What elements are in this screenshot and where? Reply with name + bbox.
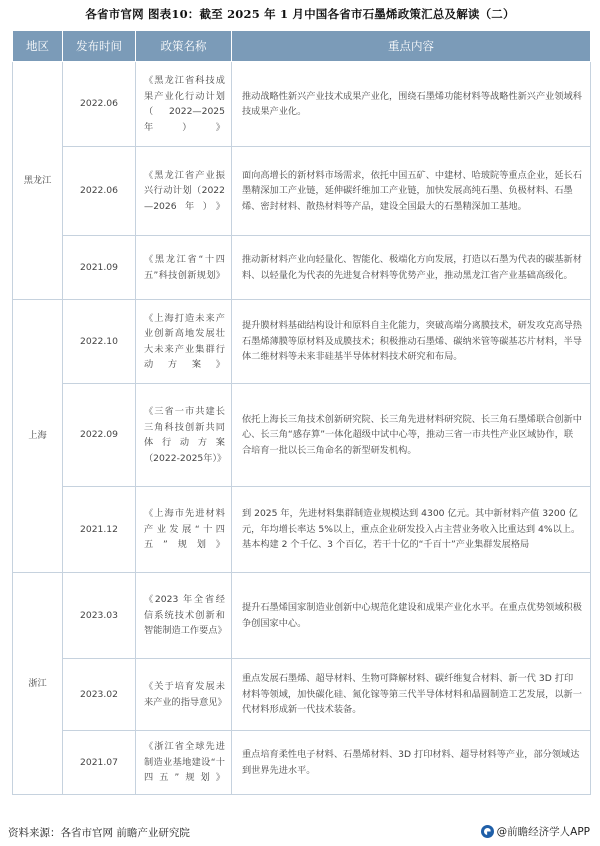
table-row: [13, 573, 591, 659]
policy-name-cell: 《上海打造未来产业创新高地发展壮大未来产业集群行动方案》: [136, 300, 232, 384]
header-region: 地区: [13, 31, 63, 62]
date-cell: 2023.03: [63, 573, 136, 659]
table-row: [13, 62, 591, 147]
brand-label: @前瞻经济学人APP: [496, 826, 590, 838]
date-cell: 2022.06: [63, 147, 136, 236]
table-row: [13, 147, 591, 236]
date-cell: 2021.09: [63, 236, 136, 300]
policy-name-cell: 《浙江省全球先进制造业基地建设“十四五”规划》: [136, 731, 232, 795]
policy-name-cell: 《黑龙江省“十四五”科技创新规划》: [136, 236, 232, 300]
date-cell: 2022.09: [63, 384, 136, 487]
table-row: [13, 384, 591, 487]
policy-table: [12, 30, 591, 795]
source-note: 资料来源：各省市官网 前瞻产业研究院: [8, 827, 190, 839]
policy-name-cell: 《黑龙江省产业振兴行动计划（2022—2026年）》: [136, 147, 232, 236]
header-name: 政策名称: [136, 31, 232, 62]
content-cell: 依托上海长三角技术创新研究院、长三角先进材料研究院、长三角石墨烯联合创新中心、长三角“感存算”一体化超级中试中心等，推动三省一市共性产业区域协作，联合培育一批以长三角命名的新型研发机构。: [232, 384, 591, 487]
table-row: [13, 300, 591, 384]
content-cell: 提升石墨烯国家制造业创新中心规范化建设和成果产业化水平。在重点优势领域积极争创国家中心。: [232, 573, 591, 659]
date-cell: 2021.12: [63, 487, 136, 573]
date-cell: 2022.10: [63, 300, 136, 384]
content-cell: 重点培育柔性电子材料、石墨烯材料、3D 打印材料、超导材料等产业，部分领域达到世界先进水平。: [232, 731, 591, 795]
page-title: 各省市官网 图表10：截至 2025 年 1 月中国各省市石墨烯政策汇总及解读（二）: [85, 7, 515, 21]
brand-credit: [481, 824, 590, 839]
content-cell: 推动战略性新兴产业技术成果产业化，围绕石墨烯功能材料等战略性新兴产业领域科技成果产业化。: [232, 62, 591, 147]
policy-name-cell: 《三省一市共建长三角科技创新共同体行动方案（2022-2025年）》: [136, 384, 232, 487]
table-row: [13, 236, 591, 300]
table-row: [13, 731, 591, 795]
policy-name-cell: 《关于培育发展未来产业的指导意见》: [136, 659, 232, 731]
region-cell: 黑龙江: [13, 62, 63, 300]
content-cell: 推动新材料产业向轻量化、智能化、极端化方向发展，打造以石墨为代表的碳基新材料、以轻量化为代表的先进复合材料等优势产业，推动黑龙江省产业基础高级化。: [232, 236, 591, 300]
region-cell: 上海: [13, 300, 63, 573]
policy-name-cell: 《2023 年全省经信系统技术创新和智能制造工作要点》: [136, 573, 232, 659]
header-content: 重点内容: [232, 31, 591, 62]
date-cell: 2021.07: [63, 731, 136, 795]
content-cell: 提升膜材料基础结构设计和原料自主化能力，突破高端分离膜技术，研发攻克高导热石墨烯薄膜等原材料及成膜技术；积极推动石墨烯、碳纳米管等碳基芯片材料，半导体二维材料等未来非硅基半导体材料技术研究和布局。: [232, 300, 591, 384]
table-row: [13, 487, 591, 573]
policy-name-cell: 《黑龙江省科技成果产业化行动计划（2022—2025年）》: [136, 62, 232, 147]
table-row: [13, 659, 591, 731]
date-cell: 2022.06: [63, 62, 136, 147]
header-date: 发布时间: [63, 31, 136, 62]
footer: [0, 822, 600, 842]
region-cell: 浙江: [13, 573, 63, 795]
content-cell: 面向高增长的新材料市场需求，依托中国五矿、中建材、哈玻院等重点企业，延长石墨精深加工产业链，延伸碳纤维加工产业链，加快发展高纯石墨、负极材料、石墨烯、密封材料、散热材料等产品，建设全国最大的石墨精深加工基地。: [232, 147, 591, 236]
date-cell: 2023.02: [63, 659, 136, 731]
content-cell: 到 2025 年，先进材料集群制造业规模达到 4300 亿元。其中新材料产值 3200 亿元，年均增长率达 5%以上，重点企业研发投入占主营业务收入比重达到 4%以上。基本构建 2 个千亿、3 个百亿，若干十亿的“千百十”产业集群发展格局: [232, 487, 591, 573]
policy-name-cell: 《上海市先进材料产业发展“十四五”规划》: [136, 487, 232, 573]
content-cell: 重点发展石墨烯、超导材料、生物可降解材料、碳纤维复合材料、新一代 3D 打印材料等领域，加快碳化硅、氮化镓等第三代半导体材料和晶圆制造工艺发展，以新一代材料形成新一代技术装备。: [232, 659, 591, 731]
qianzhan-logo-icon: [481, 825, 494, 838]
table-header-row: [13, 31, 591, 62]
